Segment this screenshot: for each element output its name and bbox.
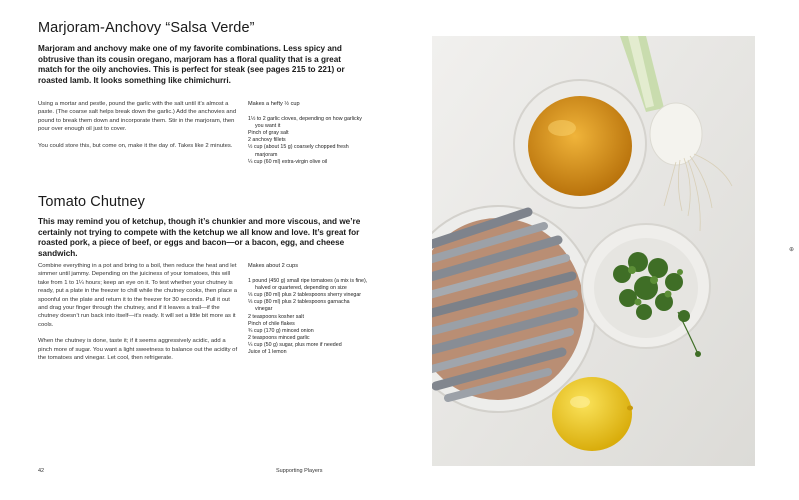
ingredient-item: ⅓ cup (80 ml) plus 2 tablespoons garnacha vinegar <box>248 299 350 313</box>
method-paragraph: You could store this, but come on, make it the day of. Takes like 2 minutes. <box>38 142 233 149</box>
ingredient-item: Juice of 1 lemon <box>248 349 287 356</box>
recipe-intro-tomato-chutney: This may remind you of ketchup, though it’s chunkier and more viscous, and we’re certainly not trying to compete with the ketchup we all know and love. It’s great for roasted pork, a piece of beef, or eggs and bacon—or a bacon, egg, and cheese sandwich. <box>38 217 361 258</box>
ingredient-item: 2 anchovy fillets <box>248 137 286 144</box>
recipe-ingredients-salsa-verde <box>248 101 368 166</box>
ingredient-item: Pinch of gray salt <box>248 130 289 137</box>
ingredient-item: ⅓ cup (80 ml) plus 2 tablespoons sherry vinegar <box>248 292 362 299</box>
ingredient-item: ¼ cup (60 ml) extra-virgin olive oil <box>248 158 328 165</box>
ingredient-item: ¾ cup (170 g) minced onion <box>248 327 314 334</box>
recipe-method-salsa-verde <box>38 100 241 158</box>
ingredient-item: ½ cup (about 15 g) coarsely chopped fresh marjoram <box>248 144 349 158</box>
recipe-ingredients-tomato-chutney <box>248 263 368 356</box>
ingredient-item: Pinch of chile flakes <box>248 320 295 327</box>
ingredients-photo <box>432 36 755 466</box>
method-paragraph: Combine everything in a pot and bring to a boil, then reduce the heat and let simmer until jammy. Depending on the juiciness of your tomatoes, this will take from 1 to 1¼ hours; keep an eye on it. To test whether your chutney is ready, put a plate in the freezer to chill while the chutney cooks, then place a spoonful on the plate and return it to the freezer for 30 seconds. Pull it out and drag your finger through the chutney, and if it leaves a trail—if the chutney doesn’t run back into itself—it’s ready. It will set a little bit more as it cools. <box>38 263 237 328</box>
olive-oil-bowl <box>514 80 646 208</box>
ingredient-list <box>248 116 368 166</box>
recipe-intro-salsa-verde: Marjoram and anchovy make one of my favorite combinations. Less spicy and obtrusive than its cousin oregano, marjoram has a floral quality that is a great match for the oily anchovies. This is perfect for steak (see pages 215 to 221) or roasted lamb. It looks something like chimichurri. <box>38 44 345 85</box>
recipe-method-tomato-chutney <box>38 262 241 370</box>
page-number: 42 <box>38 468 45 474</box>
recipe-yield: Makes a hefty ½ cup <box>248 101 300 107</box>
recipe-title-salsa-verde: Marjoram-Anchovy “Salsa Verde” <box>38 20 255 36</box>
running-footer-section: Supporting Players <box>276 468 323 474</box>
recipe-title-tomato-chutney: Tomato Chutney <box>38 194 145 210</box>
ingredient-list <box>248 278 368 356</box>
recipe-yield: Makes about 2 cups <box>248 263 299 269</box>
ingredient-item: ¼ cup (50 g) sugar, plus more if needed <box>248 341 342 348</box>
ingredient-item: 1½ to 2 garlic cloves, depending on how garlicky you want it <box>248 116 362 130</box>
ingredient-item: 2 teaspoons kosher salt <box>248 313 304 320</box>
ingredient-item: 2 teaspoons minced garlic <box>248 334 310 341</box>
method-paragraph: When the chutney is done, taste it; if it seems aggressively acidic, add a pinch more of sugar. You want a light sweetness to balance out the acidity of the tomatoes and vinegar. Let cool, then refrigerate. <box>38 338 238 362</box>
ingredient-item: 1 pound (450 g) small ripe tomatoes (a mix is fine), halved or quartered, depending on size <box>248 278 368 292</box>
crosshair-mark-icon: ⊕ <box>789 247 795 253</box>
method-paragraph: Using a mortar and pestle, pound the garlic with the salt until it’s almost a paste. (The coarse salt helps break down the garlic.) Add the anchovies and pound to break them down and incorporate them. Stir in the marjoram, then pour over enough oil just to cover. <box>38 101 237 133</box>
